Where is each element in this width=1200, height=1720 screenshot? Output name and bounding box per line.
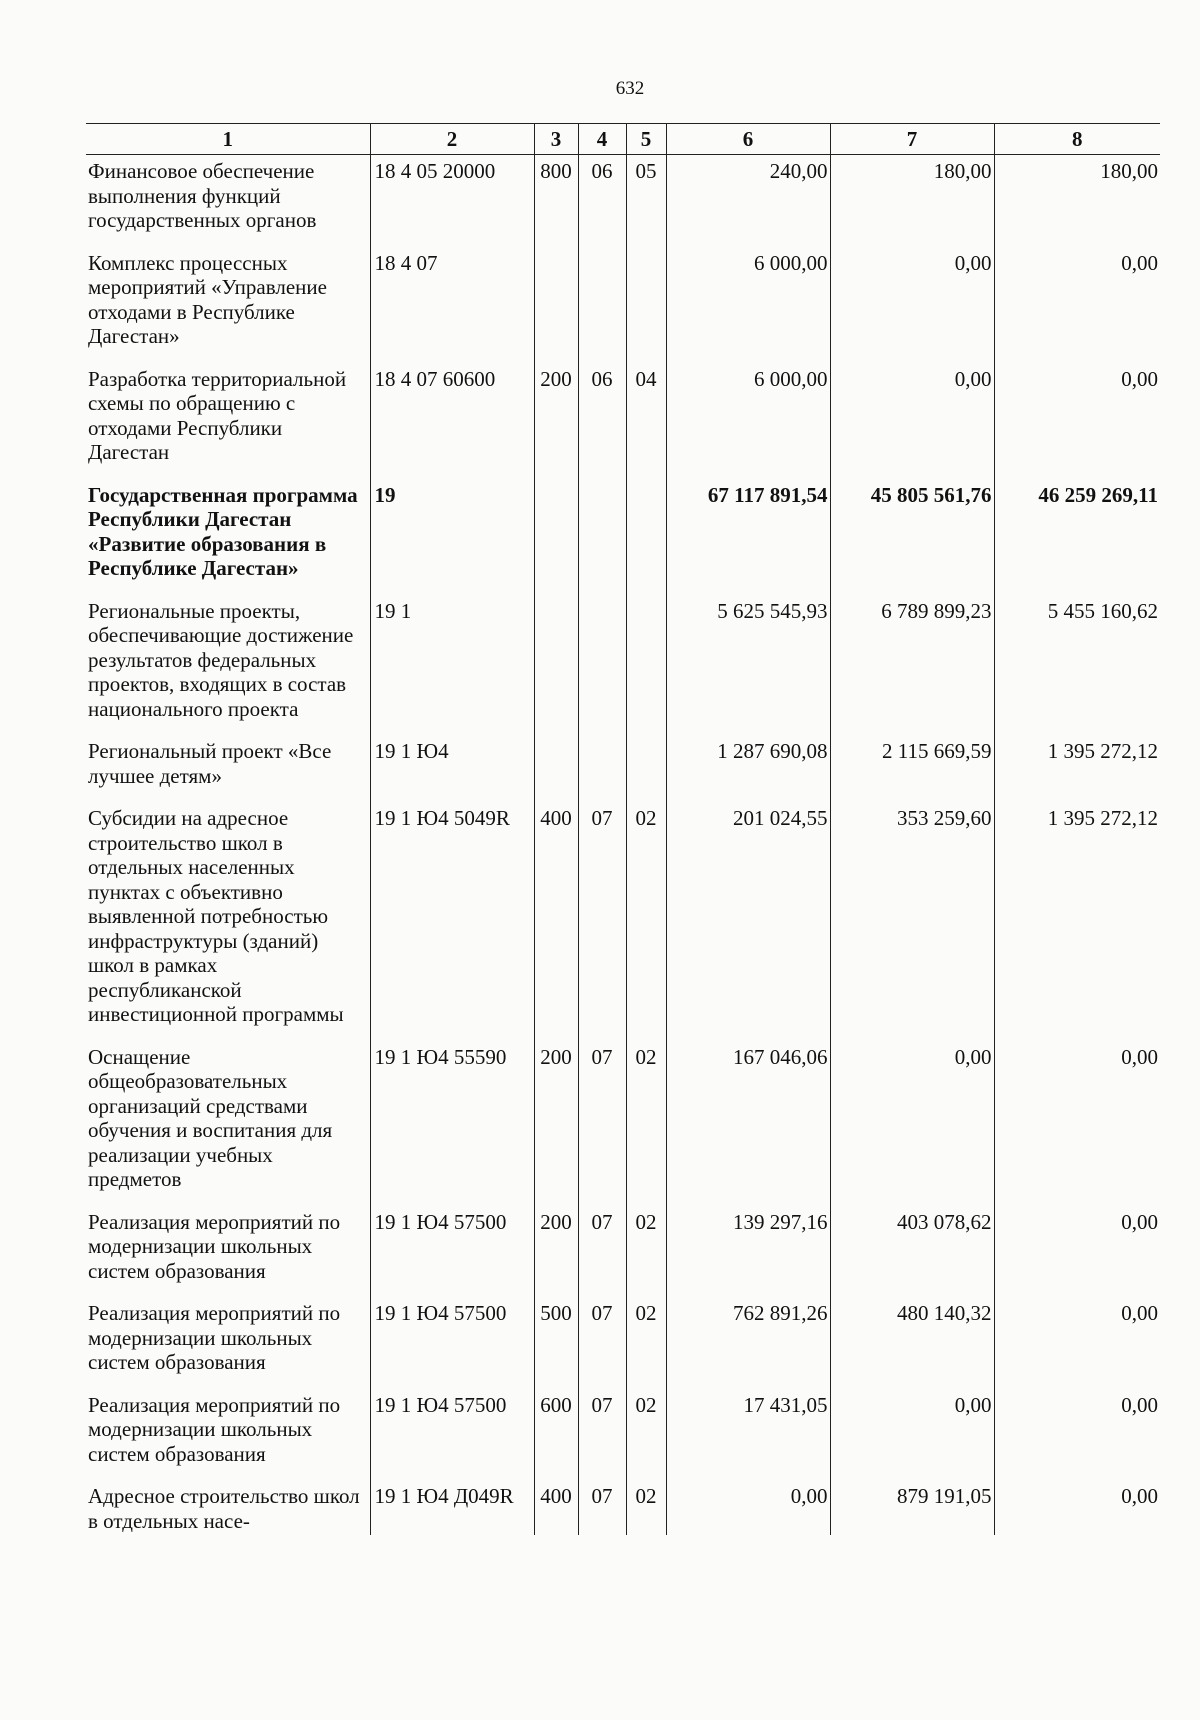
row-code-cell: 19 1 (370, 595, 534, 736)
row-col4-cell (578, 735, 626, 802)
budget-table-wrapper (86, 123, 1160, 1535)
row-value-col7: 480 140,32 (830, 1297, 994, 1389)
row-value-col7: 0,00 (830, 363, 994, 479)
budget-table (86, 123, 1160, 1535)
row-value-col8: 0,00 (994, 1480, 1160, 1535)
row-code-cell: 19 1 Ю4 57500 (370, 1389, 534, 1481)
row-col4-cell: 06 (578, 155, 626, 247)
row-value-col7: 879 191,05 (830, 1480, 994, 1535)
row-value-col8: 0,00 (994, 363, 1160, 479)
row-col4-cell: 07 (578, 1297, 626, 1389)
table-body (86, 155, 1160, 1536)
row-value-col6: 17 431,05 (666, 1389, 830, 1481)
row-value-col7: 180,00 (830, 155, 994, 247)
row-name-cell: Оснащение общеобразовательных организаций средствами обучения и воспитания для реализации учебных предметов (88, 1044, 333, 1191)
row-col3-cell: 800 (534, 155, 578, 247)
header-col-1: 1 (86, 124, 370, 155)
row-col5-cell: 02 (626, 1041, 666, 1206)
row-col3-cell: 400 (534, 802, 578, 1041)
row-col4-cell (578, 595, 626, 736)
table-row (86, 735, 1160, 802)
row-code-cell: 18 4 05 20000 (370, 155, 534, 247)
header-col-3: 3 (534, 124, 578, 155)
row-value-col8: 1 395 272,12 (994, 735, 1160, 802)
row-code-cell: 19 1 Ю4 57500 (370, 1206, 534, 1298)
row-col5-cell: 02 (626, 1297, 666, 1389)
row-value-col8: 0,00 (994, 247, 1160, 363)
row-col5-cell: 02 (626, 1480, 666, 1535)
row-value-col7: 45 805 561,76 (830, 479, 994, 595)
header-col-7: 7 (830, 124, 994, 155)
row-value-col8: 0,00 (994, 1206, 1160, 1298)
row-name-cell: Субсидии на адресное строительство школ в отдельных населенных пунктах с объективно выявленной потребностью инфраструктуры (зданий) школ в рамках республиканской инвестиционной программы (88, 806, 344, 1026)
table-row (86, 155, 1160, 247)
row-value-col7: 403 078,62 (830, 1206, 994, 1298)
row-value-col6: 6 000,00 (666, 247, 830, 363)
page-number: 632 (615, 78, 645, 99)
row-col3-cell (534, 247, 578, 363)
row-col4-cell: 07 (578, 1206, 626, 1298)
row-value-col6: 5 625 545,93 (666, 595, 830, 736)
table-row (86, 595, 1160, 736)
row-col3-cell: 200 (534, 1041, 578, 1206)
row-name-cell: Региональные проекты, обеспечивающие достижение результатов федеральных проектов, входящих в состав национального проекта (88, 598, 354, 721)
row-col5-cell: 02 (626, 1206, 666, 1298)
row-col4-cell: 07 (578, 1389, 626, 1481)
row-name-cell: Адресное строительство школ в отдельных насе- (88, 1484, 360, 1533)
row-col3-cell: 500 (534, 1297, 578, 1389)
row-col3-cell (534, 735, 578, 802)
table-row (86, 1389, 1160, 1481)
row-col3-cell (534, 595, 578, 736)
row-value-col6: 762 891,26 (666, 1297, 830, 1389)
row-value-col7: 0,00 (830, 247, 994, 363)
table-row (86, 1480, 1160, 1535)
row-value-col7: 6 789 899,23 (830, 595, 994, 736)
row-value-col7: 0,00 (830, 1041, 994, 1206)
row-code-cell: 18 4 07 60600 (370, 363, 534, 479)
header-row (86, 124, 1160, 155)
row-name-cell: Реализация мероприятий по модернизации школьных систем образования (88, 1301, 341, 1374)
row-value-col6: 6 000,00 (666, 363, 830, 479)
table-row (86, 1041, 1160, 1206)
row-col3-cell: 400 (534, 1480, 578, 1535)
header-col-8: 8 (994, 124, 1160, 155)
row-value-col8: 1 395 272,12 (994, 802, 1160, 1041)
row-col4-cell: 07 (578, 1041, 626, 1206)
header-col-6: 6 (666, 124, 830, 155)
row-name-cell: Комплекс процессных мероприятий «Управление отходами в Республике Дагестан» (88, 250, 327, 348)
row-col4-cell (578, 479, 626, 595)
row-value-col8: 0,00 (994, 1297, 1160, 1389)
row-name-cell: Реализация мероприятий по модернизации школьных систем образования (88, 1209, 341, 1283)
row-value-col8: 5 455 160,62 (994, 595, 1160, 736)
row-col3-cell: 200 (534, 363, 578, 479)
table-row (86, 247, 1160, 363)
row-value-col6: 240,00 (666, 155, 830, 247)
row-value-col6: 167 046,06 (666, 1041, 830, 1206)
row-name-cell: Финансовое обеспечение выполнения функций государственных органов (88, 159, 317, 232)
row-name-cell: Государственная программа Республики Дагестан «Развитие образования в Республике Дагестан» (88, 482, 358, 580)
row-col5-cell (626, 479, 666, 595)
row-code-cell: 19 1 Ю4 55590 (370, 1041, 534, 1206)
row-col4-cell: 07 (578, 1480, 626, 1535)
row-code-cell: 19 1 Ю4 5049R (370, 802, 534, 1041)
row-value-col6: 139 297,16 (666, 1206, 830, 1298)
row-name-cell: Разработка территориальной схемы по обращению с отходами Республики Дагестан (88, 366, 347, 464)
row-value-col6: 0,00 (666, 1480, 830, 1535)
row-code-cell: 19 1 Ю4 57500 (370, 1297, 534, 1389)
row-code-cell: 19 1 Ю4 (370, 735, 534, 802)
row-col5-cell (626, 247, 666, 363)
header-col-4: 4 (578, 124, 626, 155)
row-value-col7: 353 259,60 (830, 802, 994, 1041)
row-col3-cell: 200 (534, 1206, 578, 1298)
row-name-cell: Реализация мероприятий по модернизации школьных систем образования (88, 1392, 341, 1466)
row-value-col6: 67 117 891,54 (666, 479, 830, 595)
table-row (86, 802, 1160, 1041)
row-value-col8: 0,00 (994, 1389, 1160, 1481)
row-code-cell: 19 (370, 479, 534, 595)
table-row (86, 363, 1160, 479)
row-col5-cell: 05 (626, 155, 666, 247)
table-row (86, 479, 1160, 595)
row-value-col8: 180,00 (994, 155, 1160, 247)
row-col5-cell: 02 (626, 802, 666, 1041)
row-col3-cell (534, 479, 578, 595)
header-col-2: 2 (370, 124, 534, 155)
table-row (86, 1206, 1160, 1298)
table-header (86, 124, 1160, 155)
row-code-cell: 19 1 Ю4 Д049R (370, 1480, 534, 1535)
row-col5-cell: 04 (626, 363, 666, 479)
row-value-col8: 0,00 (994, 1041, 1160, 1206)
row-col5-cell (626, 735, 666, 802)
row-col4-cell (578, 247, 626, 363)
row-col5-cell: 02 (626, 1389, 666, 1481)
row-col4-cell: 06 (578, 363, 626, 479)
row-value-col6: 201 024,55 (666, 802, 830, 1041)
row-value-col7: 2 115 669,59 (830, 735, 994, 802)
row-value-col7: 0,00 (830, 1389, 994, 1481)
row-code-cell: 18 4 07 (370, 247, 534, 363)
row-col3-cell: 600 (534, 1389, 578, 1481)
table-row (86, 1297, 1160, 1389)
row-col5-cell (626, 595, 666, 736)
row-name-cell: Региональный проект «Все лучшее детям» (88, 739, 332, 788)
row-value-col8: 46 259 269,11 (994, 479, 1160, 595)
row-col4-cell: 07 (578, 802, 626, 1041)
row-value-col6: 1 287 690,08 (666, 735, 830, 802)
header-col-5: 5 (626, 124, 666, 155)
